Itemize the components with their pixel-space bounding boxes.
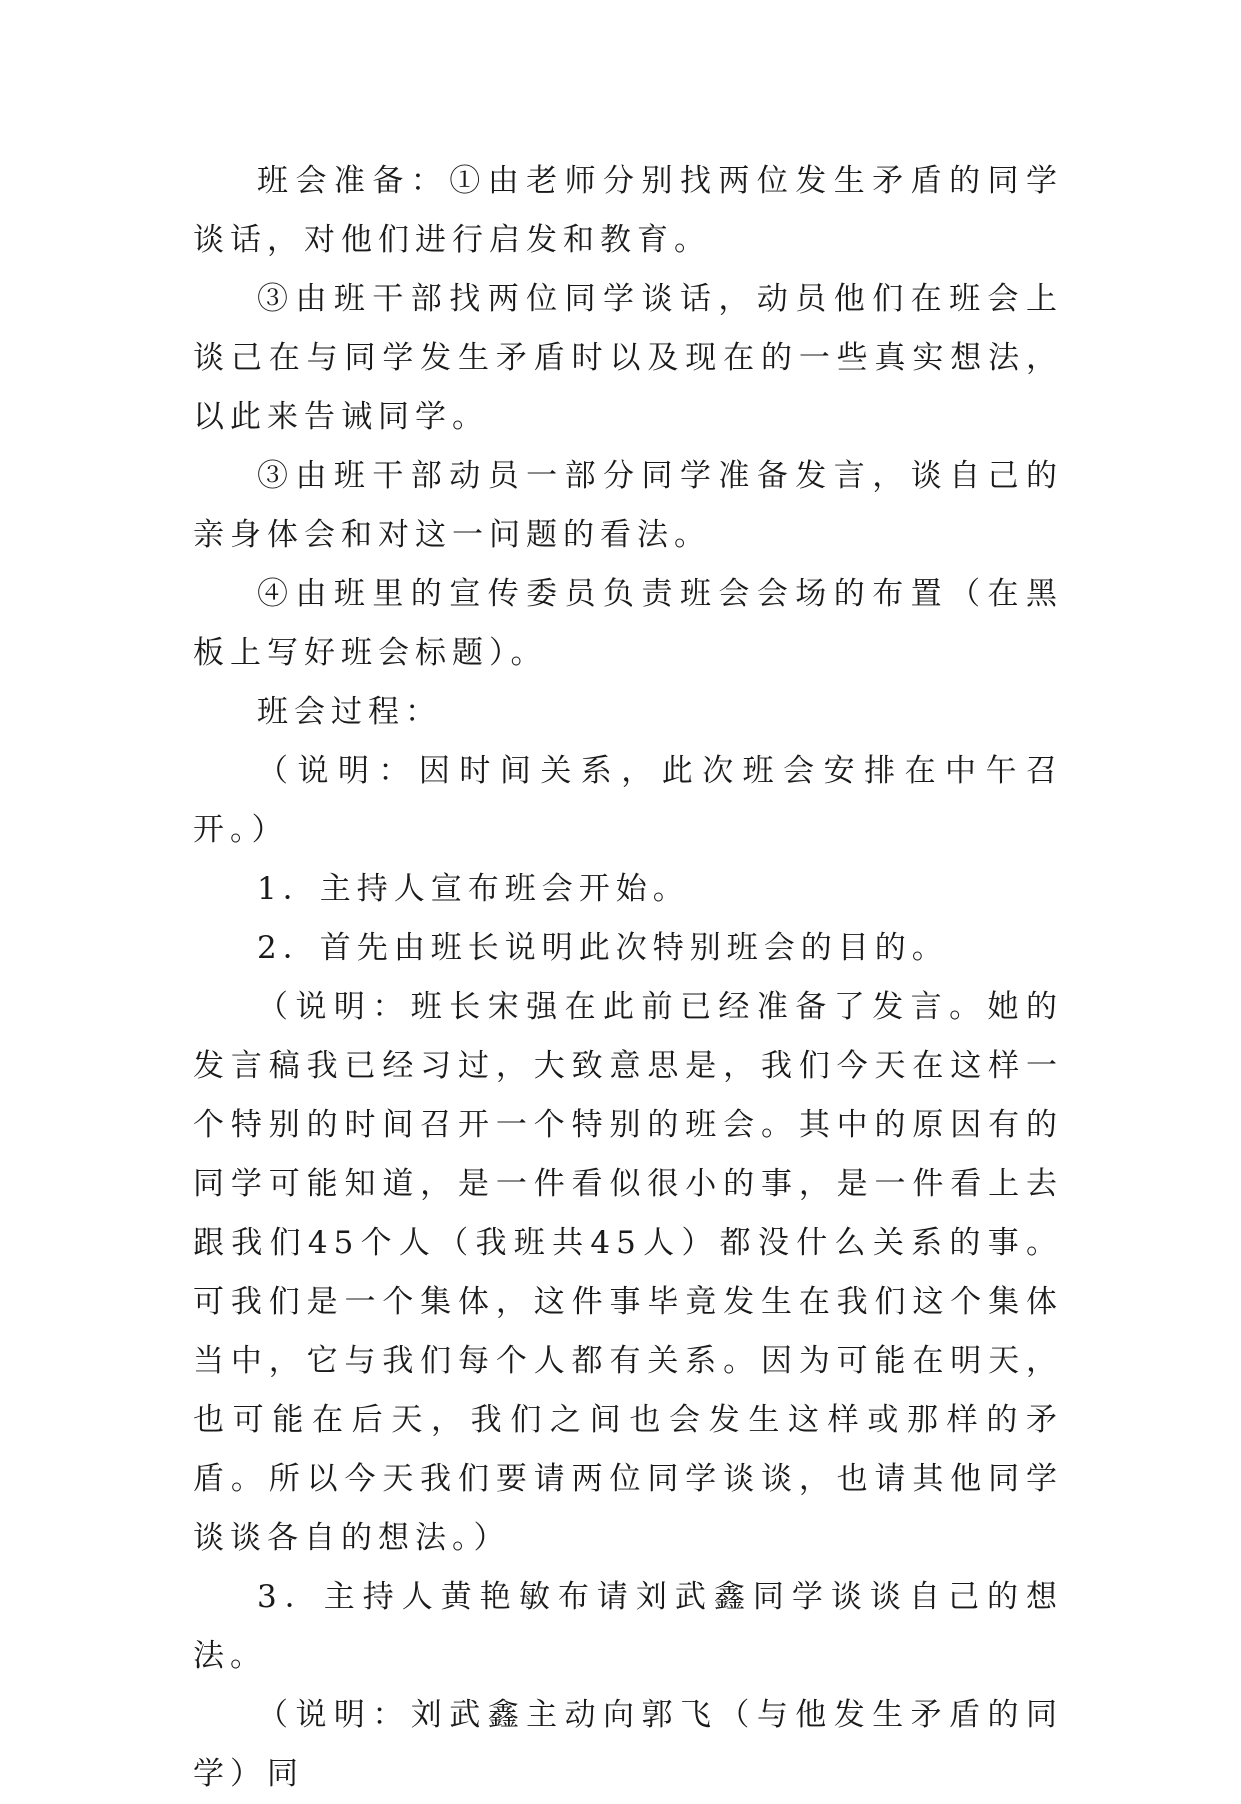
paragraph-preparation-step-two: ③由班干部找两位同学谈话，动员他们在班会上谈己在与同学发生矛盾时以及现在的一些真实想法，以此来告诫同学。 (193, 281, 1063, 435)
paragraph-preparation-step-four: ④由班里的宣传委员负责班会会场的布置（在黑板上写好班会标题）。 (193, 576, 1063, 671)
paragraph-step-one: 1．主持人宣布班会开始。 (257, 871, 690, 907)
paragraph-note-monitor-speech: （说明：班长宋强在此前已经准备了发言。她的发言稿我已经习过，大致意思是，我们今天在这样一个特别的时间召开一个特别的班会。其中的原因有的同学可能知道，是一件看似很小的事，是一件看上去跟我们45个人（我班共45人）都没什么关系的事。可我们是一个集体，这件事毕竟发生在我们这个集体当中，它与我们每个人都有关系。因为可能在明天，也可能在后天，我们之间也会发生这样或那样的矛盾。所以今天我们要请两位同学谈谈，也请其他同学谈谈各自的想法。） (193, 989, 1063, 1556)
paragraph-preparation-step-three: ③由班干部动员一部分同学准备发言，谈自己的亲身体会和对这一问题的看法。 (193, 458, 1063, 553)
paragraph-note-time: （说明：因时间关系，此次班会安排在中午召开。） (193, 753, 1063, 848)
paragraph-class-meeting-process: 班会过程： (257, 694, 442, 730)
document-body (193, 152, 1063, 1804)
paragraph-note-liu-wuxin: （说明：刘武鑫主动向郭飞（与他发生矛盾的同学）同 (193, 1697, 1063, 1792)
paragraph-step-three: 3．主持人黄艳敏布请刘武鑫同学谈谈自己的想法。 (193, 1579, 1063, 1674)
paragraph-class-meeting-preparation: 班会准备：①由老师分别找两位发生矛盾的同学谈话，对他们进行启发和教育。 (193, 163, 1063, 258)
paragraph-step-two: 2．首先由班长说明此次特别班会的目的。 (257, 930, 949, 966)
